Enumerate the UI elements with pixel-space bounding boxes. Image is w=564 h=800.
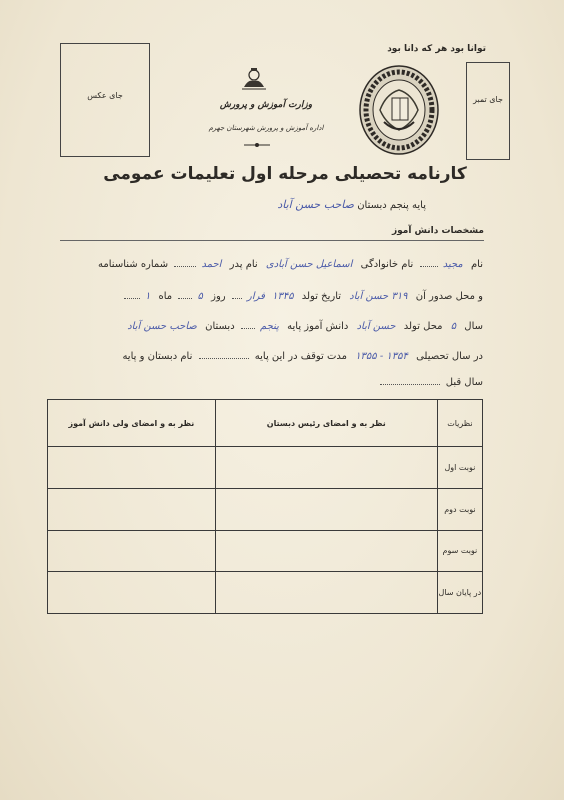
term-label: نوبت سوم — [437, 530, 482, 572]
page-title: کارنامه تحصیلی مرحله اول تعلیمات عمومی — [103, 164, 467, 184]
term-label: نوبت اول — [437, 447, 482, 489]
grade-label: پایه پنجم دبستان — [357, 200, 426, 211]
grade-school-value: صاحب حسن آباد — [277, 198, 354, 211]
father-dotted-line — [174, 256, 196, 267]
day-value: ۵ — [197, 291, 203, 302]
lion-and-sun-emblem-icon — [240, 67, 268, 91]
motto: توانا بود هر که دانا بود — [387, 44, 486, 54]
family-name-value: اسماعیل حسن آبادی — [265, 259, 353, 270]
principal-header: نظر به و امضای رئیس دبستان — [215, 400, 437, 447]
stay-duration-label: مدت توقف در این پایه — [254, 351, 347, 362]
previous-school-label: نام دبستان و پایه — [122, 351, 193, 362]
form-line-5 — [380, 374, 486, 388]
evaluation-row — [48, 572, 483, 614]
form-line-2 — [124, 288, 486, 302]
year-label: سال — [464, 321, 483, 332]
father-name-value: احمد — [201, 259, 222, 270]
id-number-label: شماره شناسنامه — [98, 259, 169, 270]
year-value: ۵ — [450, 321, 457, 332]
evaluation-row — [48, 530, 483, 572]
stamp-placeholder-box — [466, 62, 510, 160]
form-line-1 — [95, 256, 486, 270]
birth-year-value: ۱۳۴۵ — [272, 291, 294, 302]
academic-years-value: ۱۳۵۴ - ۱۳۵۵ — [355, 351, 408, 362]
ministry-seal-icon — [358, 64, 440, 156]
term-label: نوبت دوم — [437, 488, 482, 530]
father-name-label: نام پدر — [229, 259, 258, 270]
guardian-cell — [48, 530, 216, 572]
guardian-cell — [48, 447, 216, 489]
opinions-header: نظریات — [437, 400, 482, 447]
name-dotted-line — [420, 256, 438, 267]
birth-year-word: فرار — [246, 291, 265, 302]
month-end-dotted-line — [124, 288, 140, 299]
guardian-cell — [48, 572, 216, 614]
evaluation-table — [47, 399, 483, 614]
birth-date-label: تاریخ تولد — [301, 291, 342, 302]
principal-cell — [215, 572, 437, 614]
school-value: صاحب حسن آباد — [127, 321, 197, 332]
day-label: روز — [211, 291, 226, 302]
student-grade-value: پنجم — [260, 321, 279, 332]
form-line-3 — [125, 318, 486, 332]
birthplace-value: حسن آباد — [356, 321, 396, 332]
issue-place-value: ۳۱۹ حسن آباد — [349, 291, 408, 302]
student-details-heading: مشخصات دانش آموز — [391, 226, 484, 236]
principal-cell — [215, 488, 437, 530]
photo-placeholder-box — [60, 43, 150, 157]
photo-placeholder-label: جای عکس — [87, 91, 123, 100]
term-label: در پایان سال — [437, 572, 482, 614]
issue-place-label: و محل صدور آن — [415, 291, 483, 302]
grade-line — [277, 198, 426, 211]
education-office-name: اداره آموزش و پرورش شهرستان جهرم — [208, 124, 324, 132]
month-value: ۱ — [144, 291, 151, 302]
previous-year-dotted-line — [380, 374, 440, 385]
guardian-cell — [48, 488, 216, 530]
name-label: نام — [470, 259, 483, 270]
day-dotted-line — [232, 288, 242, 299]
month-dotted-line — [178, 288, 192, 299]
month-label: ماه — [158, 291, 173, 302]
form-line-4 — [119, 348, 486, 362]
student-grade-label: دانش آموز پایه — [287, 321, 349, 332]
stamp-placeholder-label: جای تمبر — [473, 95, 503, 104]
guardian-header: نظر به و امضای ولی دانش آموز — [48, 400, 216, 447]
school-label: دبستان — [205, 321, 235, 332]
principal-cell — [215, 447, 437, 489]
grade-dotted-line — [241, 318, 255, 329]
ministry-name: وزارت آموزش و پرورش — [219, 100, 313, 110]
section-divider — [60, 240, 484, 241]
academic-year-label: در سال تحصیلی — [416, 351, 483, 362]
evaluation-row — [48, 447, 483, 489]
evaluation-row — [48, 488, 483, 530]
ornament-icon — [244, 142, 270, 148]
evaluation-header-row — [48, 400, 483, 447]
family-name-label: نام خانوادگی — [360, 259, 414, 270]
birthplace-label: محل تولد — [403, 321, 443, 332]
previous-year-label: سال قبل — [445, 377, 483, 388]
name-value: مجید — [442, 259, 463, 270]
stay-dotted-line — [199, 348, 249, 359]
principal-cell — [215, 530, 437, 572]
